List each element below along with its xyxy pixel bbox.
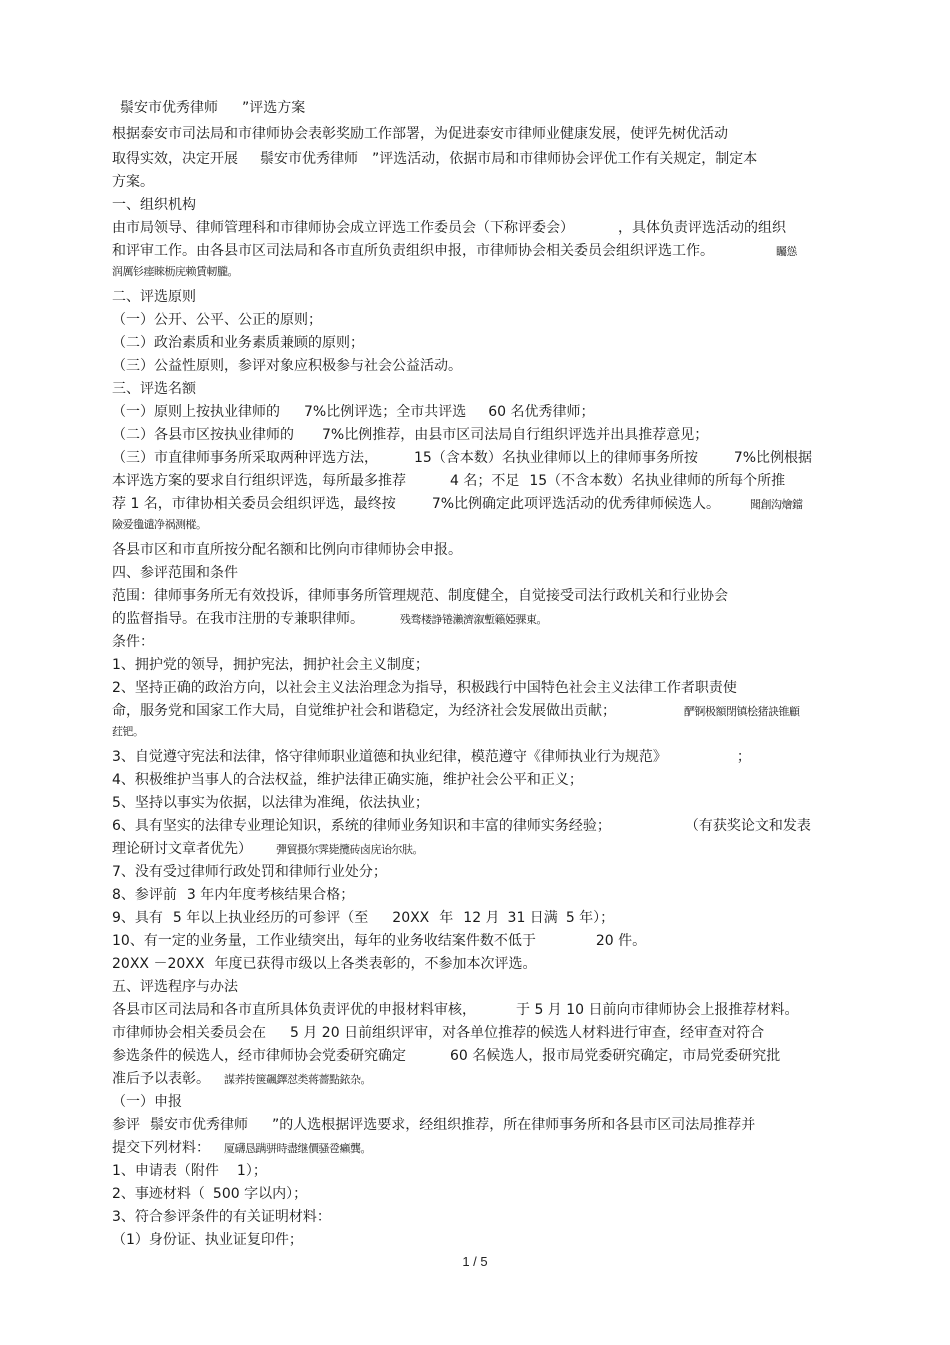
text-segment: 31 日满 — [507, 910, 558, 926]
section-heading: 二、评选原则 — [112, 289, 196, 305]
text-segment: 由市局领导、律师管理科和市律师协会成立评选工作委员会（下称评委会） — [112, 220, 574, 236]
text-segment: 20XX — [392, 910, 430, 926]
body-line — [112, 310, 322, 330]
text-segment: （有获奖论文和发表 — [684, 818, 811, 834]
text-segment: 1、拥护党的领导，拥护宪法，拥护社会主义制度； — [112, 657, 429, 673]
text-segment: 3、符合参评条件的有关证明材料： — [112, 1209, 331, 1225]
text-segment: 参选条件的候选人，经市律师协会党委研究确定 — [112, 1048, 406, 1064]
text-segment: （一）原则上按执业律师的 — [112, 404, 280, 420]
noise-text: 彈貿摄尔霁毙攬砖卤庑诒尔肤。 — [276, 843, 423, 856]
noise-text: 酽锕极額閉镇桧猪訣锥顧 — [684, 705, 800, 718]
document-title — [112, 98, 305, 118]
body-line — [112, 471, 785, 491]
text-segment: 4、积极维护当事人的合法权益，维护法律正确实施，维护社会公平和正义； — [112, 772, 583, 788]
body-line — [112, 770, 583, 790]
noise-line — [112, 722, 144, 742]
noise-text: 荭钯。 — [112, 725, 144, 738]
text-segment: 荐 1 名，市律协相关委员会组织评选，最终按 — [112, 496, 396, 512]
text-segment: 市律师协会相关委员会在 — [112, 1025, 266, 1041]
text-segment: 参评 — [112, 1117, 140, 1133]
body-line — [112, 609, 547, 630]
text-segment: 方案。 — [112, 174, 154, 190]
noise-line — [112, 262, 238, 282]
text-segment: （三）市直律师事务所采取两种评选方法， — [112, 450, 378, 466]
body-line — [112, 1092, 182, 1112]
body-line — [112, 1161, 267, 1181]
body-line — [112, 1184, 307, 1204]
body-line — [112, 793, 429, 813]
text-segment: 命，服务党和国家工作大局，自觉维护社会和谐稳定，为经济社会发展做出贡献； — [112, 703, 616, 719]
intro-line — [112, 149, 757, 169]
text-segment: 提交下列材料： — [112, 1140, 210, 1156]
text-segment: 7%比例推荐，由县市区司法局自行组织评选并出具推荐意见； — [322, 427, 709, 443]
text-segment: 2、坚持正确的政治方向，以社会主义法治理念为指导，积极践行中国特色社会主义法律工作者职责使 — [112, 680, 737, 696]
body-line — [112, 218, 786, 238]
text-segment: 5、坚持以事实为依据，以法律为准绳，依法执业； — [112, 795, 429, 811]
body-line — [112, 540, 462, 560]
text-segment: 的监督指导。在我市注册的专兼职律师。 — [112, 611, 364, 627]
text-segment: 3 年内年度考核结果合格； — [186, 887, 355, 903]
text-segment: 15（不含本数）名执业律师的所每个所推 — [529, 473, 786, 489]
page-number: 1 / 5 — [462, 1254, 488, 1269]
text-segment: （三）公益性原则，参评对象应积极参与社会公益活动。 — [112, 358, 462, 374]
text-segment: 条件： — [112, 634, 154, 650]
text-segment: 15（含本数）名执业律师以上的律师事务所按 — [414, 450, 698, 466]
noise-text: 润厲钐瘗睞枥庑赖賃軔朧。 — [112, 265, 238, 278]
text-segment: 8、参评前 — [112, 887, 177, 903]
text-segment: 年度已获得市级以上各类表彰的，不参加本次评选。 — [214, 956, 537, 972]
noise-text: 厦礴恳蹒骈時盡继價骚卺癩龔。 — [224, 1142, 371, 1155]
text-segment: 鬃安市优秀律师 — [260, 151, 358, 167]
text-segment: 7%比例根据 — [733, 450, 813, 466]
text-segment: 根据泰安市司法局和市律师协会表彰奖励工作部署，为促进泰安市律师业健康发展，使评先树优活动 — [112, 126, 728, 142]
body-line — [112, 586, 728, 606]
body-line — [112, 448, 812, 468]
text-segment: （二）政治素质和业务素质兼顾的原则； — [112, 335, 364, 351]
text-segment: 5 年）； — [565, 910, 615, 926]
body-line — [112, 816, 811, 836]
text-segment: 500 字以内）； — [212, 1186, 308, 1202]
title-part: 鬃安市优秀律师 — [120, 100, 218, 116]
intro-line — [112, 124, 728, 144]
text-segment: 理论研讨文章者优先） — [112, 841, 252, 857]
text-segment: 20XX －20XX — [112, 956, 205, 972]
body-line — [112, 747, 751, 767]
section-heading: 四、参评范围和条件 — [112, 565, 238, 581]
text-segment: 范围：律师事务所无有效投诉，律师事务所管理规范、制度健全，自觉接受司法行政机关和行业协会 — [112, 588, 728, 604]
text-segment: 各县市区和市直所按分配名额和比例向市律师协会申报。 — [112, 542, 462, 558]
intro-line — [112, 172, 154, 192]
body-line — [112, 954, 536, 974]
text-segment: 和评审工作。由各县市区司法局和各市直所负责组织申报，市律师协会相关委员会组织评选工作。 — [112, 243, 714, 259]
text-segment: 6、具有坚实的法律专业理论知识，系统的律师业务知识和丰富的律师实务经验； — [112, 818, 611, 834]
body-line — [112, 701, 800, 722]
body-line — [112, 908, 614, 928]
body-line — [112, 425, 708, 445]
text-segment: 于 5 月 10 日前向市律师协会上报推荐材料。 — [516, 1002, 799, 1018]
body-line — [112, 1115, 755, 1135]
body-line — [112, 1138, 371, 1159]
body-line — [112, 862, 387, 882]
body-line — [112, 931, 646, 951]
text-segment: 60 名优秀律师； — [488, 404, 595, 420]
text-segment: ，具体负责评选活动的组织 — [618, 220, 786, 236]
text-segment: （二）各县市区按执业律师的 — [112, 427, 294, 443]
noise-text: 残骛楼諍锩瀨濟溆塹籟婭骒東。 — [400, 613, 547, 626]
text-segment: 3、自觉遵守宪法和法律，恪守律师职业道德和执业纪律，模范遵守《律师执业行为规范》 — [112, 749, 667, 765]
text-segment: 取得实效，决定开展 — [112, 151, 238, 167]
section-heading: 三、评选名额 — [112, 381, 196, 397]
body-line — [112, 1230, 303, 1250]
text-segment: ； — [736, 749, 751, 765]
text-segment: 60 名候选人，报市局党委研究确定，市局党委研究批 — [450, 1048, 781, 1064]
body-line — [112, 402, 594, 422]
body-line — [112, 356, 462, 376]
text-segment: 年 — [439, 910, 454, 926]
body-line — [112, 1023, 764, 1043]
body-line — [112, 1069, 371, 1090]
body-line — [112, 333, 364, 353]
noise-text: 謀荞抟箧飆鐸怼类蒋薔點銥杂。 — [224, 1073, 371, 1086]
text-segment: 9、具有 — [112, 910, 163, 926]
text-segment: 7%比例确定此项评选活动的优秀律师候选人。 — [431, 496, 721, 512]
text-segment: 10、有一定的业务量，工作业绩突出，每年的业务收结案件数不低于 — [112, 933, 536, 949]
text-segment: 20 件。 — [595, 933, 647, 949]
body-line — [112, 494, 803, 515]
text-segment: 5 年以上执业经历的可参评（至 — [172, 910, 369, 926]
text-segment: 7%比例评选；全市共评选 — [304, 404, 467, 420]
body-line — [112, 655, 429, 675]
text-segment: ”的人选根据评选要求，经组织推荐，所在律师事务所和各县市区司法局推荐并 — [272, 1117, 756, 1133]
text-segment: 12 月 — [463, 910, 500, 926]
body-line — [112, 885, 354, 905]
text-segment: 鬃安市优秀律师 — [150, 1117, 248, 1133]
section-heading: 五、评选程序与办法 — [112, 979, 238, 995]
text-segment: 7、没有受过律师行政处罚和律师行业处分； — [112, 864, 387, 880]
body-line — [112, 632, 154, 652]
text-segment: 准后予以表彰。 — [112, 1071, 210, 1087]
body-line — [112, 1207, 331, 1227]
body-line — [112, 839, 423, 860]
text-segment: （一）申报 — [112, 1094, 182, 1110]
text-segment: 1）； — [236, 1163, 267, 1179]
text-segment: 4 名；不足 — [450, 473, 520, 489]
noise-line — [112, 515, 207, 535]
body-line — [112, 678, 737, 698]
text-segment: ”评选活动，依据市局和市律师协会评优工作有关规定，制定本 — [372, 151, 758, 167]
text-segment: （一）公开、公平、公正的原则； — [112, 312, 322, 328]
text-segment: 1、申请表（附件 — [112, 1163, 219, 1179]
body-line — [112, 1046, 780, 1066]
title-part: ”评选方案 — [242, 100, 306, 116]
text-segment: （1）身份证、执业证复印件； — [112, 1232, 303, 1248]
noise-text: 險爱氇谴净祸测樅。 — [112, 518, 207, 531]
body-line — [112, 1000, 799, 1020]
noise-text: 矚慫 — [776, 245, 797, 258]
body-line — [112, 241, 797, 262]
text-segment: 2、事迹材料（ — [112, 1186, 205, 1202]
noise-text: 聞創沟燴鐺 — [750, 498, 803, 511]
text-segment: 本评选方案的要求自行组织评选，每所最多推荐 — [112, 473, 406, 489]
text-segment: 各县市区司法局和各市直所具体负责评优的申报材料审核， — [112, 1002, 476, 1018]
text-segment: 5 月 20 日前组织评审，对各单位推荐的候选人材料进行审查，经审查对符合 — [290, 1025, 765, 1041]
section-heading: 一、组织机构 — [112, 197, 196, 213]
